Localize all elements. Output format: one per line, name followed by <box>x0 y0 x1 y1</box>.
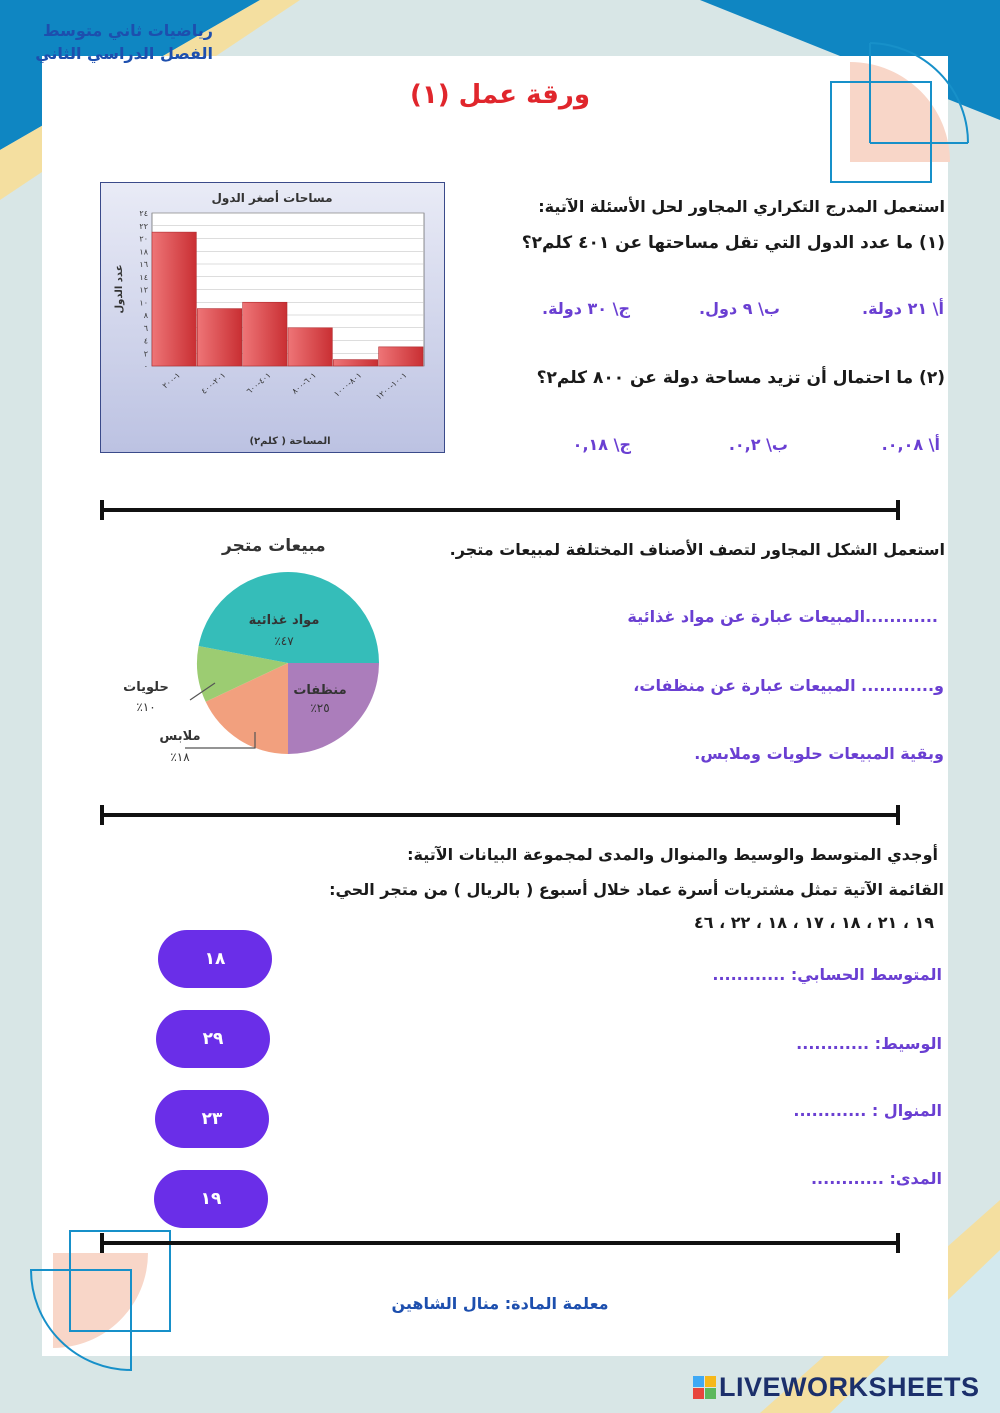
section-divider-2 <box>100 813 900 817</box>
answer-choice-4[interactable]: ١٩ <box>154 1170 268 1228</box>
pie-pct-sweets: ٪١٠ <box>136 700 156 714</box>
q1-option-a[interactable]: أ\ ٢١ دولة. <box>862 299 944 318</box>
histogram-ytick-label: ٠ <box>143 362 148 371</box>
q1-option-c[interactable]: ج\ ٣٠ دولة. <box>542 299 630 318</box>
pie-label-food: مواد غذائية <box>248 613 320 628</box>
pie-slice <box>288 663 379 754</box>
mode-field[interactable]: المنوال : ............ <box>793 1101 942 1120</box>
histogram-bar <box>152 232 196 366</box>
q2-option-b[interactable]: ب\ ٠,٢. <box>728 435 788 454</box>
histogram-bar <box>243 302 287 366</box>
answer-choice-2[interactable]: ٢٩ <box>156 1010 270 1068</box>
histogram-ytick-label: ٨ <box>143 311 148 320</box>
histogram-xtick-label: ١-٢٠٠ <box>160 370 182 391</box>
blank-food-sales[interactable]: ............المبيعات عبارة عن مواد غذائية <box>627 607 938 626</box>
histogram-ytick-label: ١٠ <box>139 298 148 308</box>
teacher-name: معلمة المادة: منال الشاهين <box>391 1294 609 1313</box>
question-1: (١) ما عدد الدول التي تقل مساحتها عن ٤٠١ كلم٢؟ <box>521 233 945 253</box>
histogram-ytick-label: ١٢ <box>139 285 148 295</box>
histogram-chart <box>100 182 445 453</box>
q1-option-b[interactable]: ب\ ٩ دول. <box>699 299 780 318</box>
liveworksheets-logo-icon <box>693 1376 717 1400</box>
brand-name: LIVEWORKSHEETS <box>719 1372 980 1402</box>
remaining-sales-text: وبقية المبيعات حلويات وملابس. <box>694 744 944 763</box>
corner-decoration-top <box>830 40 975 200</box>
histogram-ytick-label: ٢٤ <box>139 209 148 218</box>
histogram-ytick-label: ١٨ <box>139 247 148 257</box>
histogram-bar <box>197 309 241 366</box>
histogram-bar <box>288 328 332 366</box>
pie-title: مبيعات متجر <box>222 536 326 556</box>
histogram-bar <box>333 360 377 366</box>
histogram-ytick-label: ٤ <box>143 336 148 346</box>
mean-field[interactable]: المتوسط الحسابي: ............ <box>712 965 942 984</box>
histogram-ytick-label: ٦ <box>143 323 148 333</box>
range-field[interactable]: المدى: ............ <box>810 1169 942 1188</box>
histogram-ytick-label: ١٦ <box>139 260 148 269</box>
pie-pct-clothes: ٪١٨ <box>170 750 190 764</box>
question-2: (٢) ما احتمال أن تزيد مساحة دولة عن ٨٠٠ كلم٢؟ <box>536 368 945 388</box>
histogram-xtick-label: ٦٠١-٨٠٠ <box>290 370 318 396</box>
section-divider-1 <box>100 508 900 512</box>
histogram-ytick-label: ٢ <box>143 349 148 359</box>
pie-pct-cleaning: ٪٢٥ <box>310 701 330 715</box>
header-semester: الفصل الدراسي الثاني <box>35 44 213 63</box>
section3-intro: أوجدي المتوسط والوسيط والمنوال والمدى لمجموعة البيانات الآتية: <box>407 845 938 864</box>
histogram-ytick-label: ٢٢ <box>139 221 148 231</box>
header-subject: رياضيات ثاني متوسط <box>43 21 213 40</box>
median-field[interactable]: الوسيط: ............ <box>796 1034 942 1053</box>
blank-cleaning-sales[interactable]: و............ المبيعات عبارة عن منظفات، <box>633 676 944 695</box>
histogram-xtick-label: ٢٠١-٤٠٠ <box>199 370 228 396</box>
pie-chart <box>100 560 400 780</box>
pie-label-cleaning: منظفات <box>293 683 347 698</box>
section1-intro: استعمل المدرج التكراري المجاور لحل الأسئلة الآتية: <box>538 197 945 216</box>
q2-option-c[interactable]: ج\ ٠,١٨ <box>572 435 631 454</box>
section2-intro: استعمل الشكل المجاور لتصف الأصناف المختلفة لمبيعات متجر. <box>449 540 945 559</box>
section-divider-3 <box>100 1241 900 1245</box>
pie-label-clothes: ملابس <box>159 729 201 744</box>
histogram-ytick-label: ٢٠ <box>139 234 148 244</box>
answer-choice-1[interactable]: ١٨ <box>158 930 272 988</box>
histogram-ylabel: عدد الدول <box>114 264 125 314</box>
page-title: ورقة عمل (١) <box>409 80 591 110</box>
histogram-title: مساحات أصغر الدول <box>211 191 333 205</box>
histogram-bar <box>379 347 423 366</box>
data-values: ١٩ ، ٢١ ، ١٨ ، ١٧ ، ١٨ ، ٢٢ ، ٤٦ <box>693 913 934 932</box>
pie-label-sweets: حلويات <box>123 680 169 695</box>
histogram-ytick-label: ١٤ <box>139 272 148 282</box>
histogram-xtick-label: ٤٠١-٦٠٠ <box>244 370 273 396</box>
pie-pct-food: ٪٤٧ <box>274 634 294 648</box>
answer-choice-3[interactable]: ٢٣ <box>155 1090 269 1148</box>
histogram-xtick-label: ٨٠١-١٠٠٠ <box>332 370 364 399</box>
histogram-xlabel: المساحة ( كلم٢) <box>249 436 331 447</box>
q2-option-a[interactable]: أ\ ٠,٠٨. <box>881 435 940 454</box>
section3-description: القائمة الآتية تمثل مشتريات أسرة عماد خلال أسبوع ( بالريال ) من متجر الحي: <box>329 880 944 899</box>
histogram-xtick-label: ١٠٠١-١٢٠٠ <box>374 370 409 402</box>
